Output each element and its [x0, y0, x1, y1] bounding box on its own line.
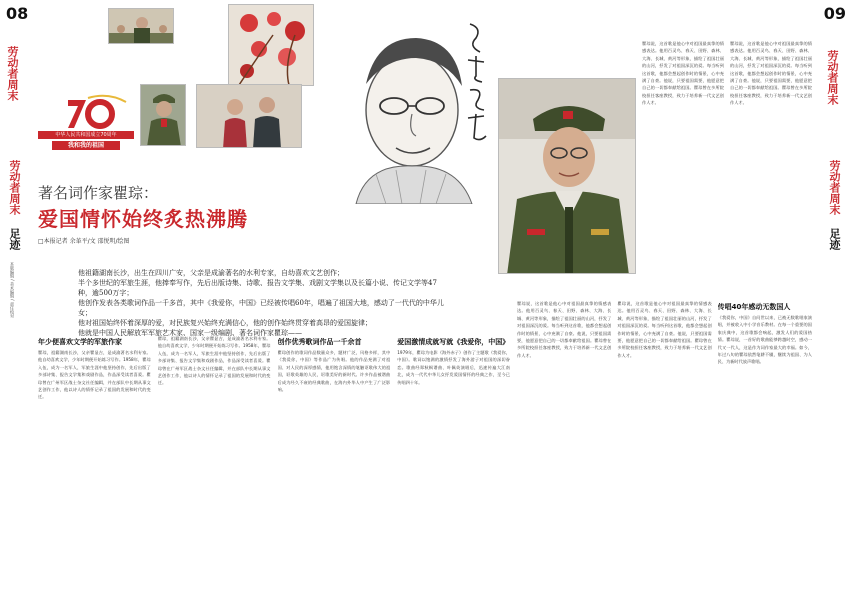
left-masthead: 劳动者周末 — [6, 46, 19, 101]
right-section-text-1c: 瞿琮说，这首歌是他心中对祖国最真挚的情感表达。他用百灵鸟、春天、田野、森林、大海、长城、黄河等形象，描绘了祖国壮丽的山河，抒发了对祖国深沉的爱。每当听到这首歌，他都会想起创作时的情景，心中充满了自豪。他说，只要祖国需要，他愿意把自己的一切都奉献给祖国。瞿琮曾在多所院校担任客座教授，致力于培养新一代文艺创作人才。 — [517, 301, 612, 358]
left-page-date — [6, 25, 34, 40]
anniversary-logo-graphic — [38, 92, 138, 132]
intro-line-5: 他就是中国人民解放军军旅艺术家、国家一级编剧、著名词作家瞿琮—— — [78, 329, 302, 337]
right-column-3 — [517, 300, 611, 593]
section-text-1: 瞿琮，祖籍湖南长沙，父亲瞿显吉，是成渝著名水利专家。他自幼喜欢文学，少年时期便开始练习写作。1958年，瞿琮入伍，成为一名军人，军旅生涯中他坚持创作，先后出版了多部诗集、报告文学集和戏剧作品，作品深受读者喜爱。瞿琮曾在广州军区战士杂文社任编辑，并在部队中长期从事文艺创作工作，他以诗人的情怀记录了祖国的发展和时代的变迁。 — [38, 350, 151, 400]
right-column-5 — [718, 300, 812, 593]
right-body-columns-bottom — [517, 300, 812, 593]
left-page-number: 08 — [6, 4, 29, 23]
right-column-2 — [730, 40, 812, 290]
photo-red-flowers-image — [229, 5, 314, 86]
photo-officer — [140, 84, 186, 146]
left-column-name: 劳动者周末 — [8, 160, 21, 215]
calligraphy-stroke-art — [462, 18, 492, 148]
right-section-title: 传唱40年感动无数国人 — [717, 303, 791, 311]
right-masthead: 劳动者周末 — [826, 50, 839, 105]
right-column-4 — [617, 300, 711, 593]
section-title-3: 爱国激情成就写就《我爱你，中国》 — [397, 338, 510, 346]
photo-red-flowers — [228, 4, 314, 86]
right-body-columns-top — [642, 40, 812, 290]
section-title-1: 年少便喜欢文学的军旅作家 — [38, 338, 122, 346]
photo-young-soldiers-image — [109, 9, 174, 44]
photo-main-portrait-image — [499, 79, 636, 274]
right-column-1 — [642, 40, 724, 290]
right-section-text-1d: 瞿琮说，这首歌是他心中对祖国最真挚的情感表达。他用百灵鸟、春天、田野、森林、大海、长城、黄河等形象，描绘了祖国壮丽的山河，抒发了对祖国深沉的爱。每当听到这首歌，他都会想起创作时的情景，心中充满了自豪。他说，只要祖国需要，他愿意把自己的一切都奉献给祖国。瞿琮曾在多所院校担任客座教授，致力于培养新一代文艺创作人才。 — [617, 301, 712, 358]
left-body-columns — [38, 335, 510, 593]
body-column-4 — [397, 335, 510, 593]
right-page-number: 09 — [823, 4, 846, 23]
left-side-info: 本版编辑 / 美术编辑 / 责任校对 — [10, 262, 15, 318]
logo-band-text: 中华人民共和国成立70周年 — [38, 131, 134, 139]
section-title-2: 创作优秀歌词作品一千余首 — [277, 338, 362, 346]
photo-young-soldiers — [108, 8, 174, 44]
section-text-3: 1979年，瞿琮为电影《海外赤子》创作了主题歌《我爱你，中国》。歌词以饱满的激情抒发了海外游子对祖国的深切眷恋。歌曲经郑秋枫谱曲、叶佩英演唱后，迅速传遍大江南北，成为一代代中华儿女抒发爱国情怀的经典之作，至今已传唱四十年。 — [397, 350, 510, 385]
right-section-text-2: 《我爱你，中国》自问世以来，已被无数歌唱家演唱，并被收入中小学音乐教材。在每一个重要的国家庆典中，这首歌都会响起，激发人们的爱国热情。瞿琮说，一首好的歌曲能够跨越时空，感动一代又一代人，这是作为词作家最大的幸福。如今，年过八旬的瞿琮依然笔耕不辍，继续为祖国、为人民、为新时代放声歌唱。 — [717, 315, 812, 365]
intro-line-2: 半个多世纪的军旅生涯，他捧奉写作，先后出版诗集、诗歌、报告文学集、戏剧文学集以及长篇小说、传记文学等47种，逾500万字； — [78, 279, 437, 297]
right-section-text-1: 瞿琮说，这首歌是他心中对祖国最真挚的情感表达。他用百灵鸟、春天、田野、森林、大海、长城、黄河等形象，描绘了祖国壮丽的山河，抒发了对祖国深沉的爱。每当听到这首歌，他都会想起创作时的情景，心中充满了自豪。他说，只要祖国需要，他愿意把自己的一切都奉献给祖国。瞿琮曾在多所院校担任客座教授，致力于培养新一代文艺创作人才。 — [642, 41, 724, 106]
photo-officer-image — [141, 85, 186, 146]
right-page-date — [814, 25, 846, 40]
logo-slogan: 我和我的祖国 — [52, 141, 120, 150]
right-column-name: 劳动者周末 — [828, 160, 841, 215]
intro-line-1: 他祖籍湖南长沙，出生在四川广安，父亲是成渝著名的水利专家，自幼喜欢文艺创作； — [78, 269, 344, 277]
photo-couple-image — [197, 85, 302, 148]
article-byline: □本报记者 余革平/文 邵悦明/绘图 — [38, 238, 130, 245]
intro-line-4: 他对祖国始终怀着深厚的爱，对民族复兴始终充满信心，他的创作始终贯穿着高昂的爱国旋律； — [78, 319, 372, 327]
section-text-1-cont: 瞿琮，祖籍湖南长沙，父亲瞿显吉，是成渝著名水利专家。他自幼喜欢文学，少年时期便开始练习写作。1958年，瞿琮入伍，成为一名军人，军旅生涯中他坚持创作，先后出版了多部诗集、报告文学集和戏剧作品，作品深受读者喜爱。瞿琮曾在广州军区战士杂文社任编辑，并在部队中长期从事文艺创作工作，他以诗人的情怀记录了祖国的发展和时代的变迁。 — [157, 336, 271, 386]
photo-couple — [196, 84, 302, 148]
article-headline: 爱国情怀始终炙热沸腾 — [38, 207, 248, 231]
intro-line-3: 他创作发表各类歌词作品一千多首，其中《我爱你，中国》已经被传唱60年，唱遍了祖国大地，感动了一代代的中华儿女； — [78, 299, 444, 317]
body-column-2 — [158, 335, 271, 593]
body-column-1 — [38, 335, 151, 593]
left-section-name: 足迹 — [8, 228, 21, 250]
body-column-3 — [278, 335, 391, 593]
right-section-text-1b: 瞿琮说，这首歌是他心中对祖国最真挚的情感表达。他用百灵鸟、春天、田野、森林、大海、长城、黄河等形象，描绘了祖国壮丽的山河，抒发了对祖国深沉的爱。每当听到这首歌，他都会想起创作时的情景，心中充满了自豪。他说，只要祖国需要，他愿意把自己的一切都奉献给祖国。瞿琮曾在多所院校担任客座教授，致力于培养新一代文艺创作人才。 — [730, 41, 812, 106]
photo-main-portrait — [498, 78, 636, 274]
calligraphy-signature — [462, 18, 492, 148]
section-text-2: 瞿琮创作的歌词作品数量众多，题材广泛，风格多样，其中《我爱你，中国》等作品广为传唱。他的作品充满了对祖国、对人民的深厚感情，他用饱含深情的笔触讴歌伟大的祖国，讴歌英雄的人民，讴歌美好的新时代。许多作品被谱曲后成为经久不衰的经典歌曲，在海内外华人中产生了广泛影响。 — [277, 350, 391, 393]
right-section-name: 足迹 — [828, 228, 841, 250]
article-subtitle: 著名词作家瞿琮： — [38, 184, 159, 202]
article-intro — [78, 268, 448, 338]
